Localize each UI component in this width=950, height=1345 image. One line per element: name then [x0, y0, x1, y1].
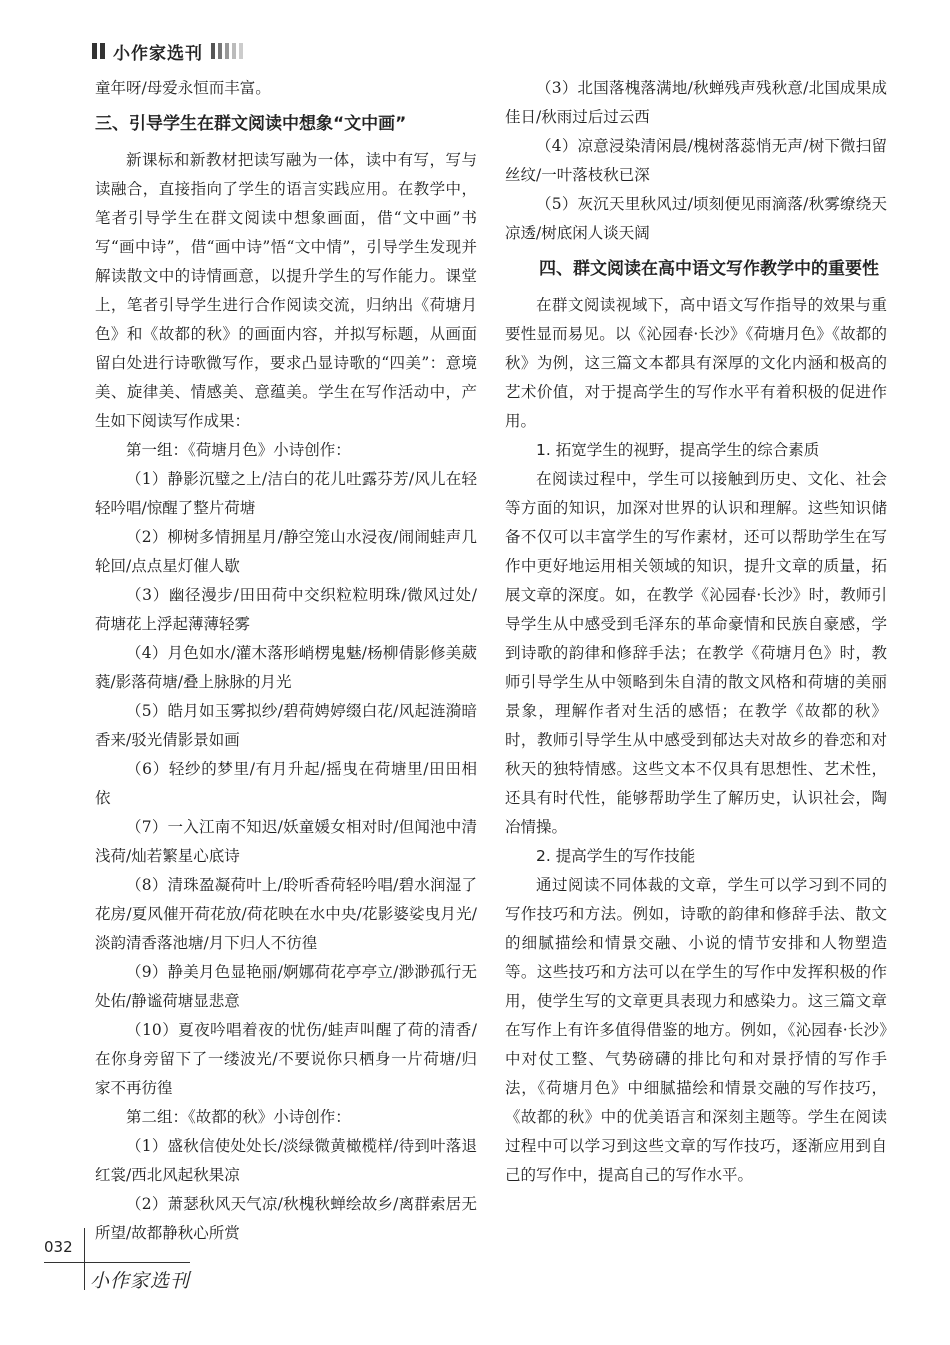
poem-item: （8）清珠盈凝荷叶上/聆听香荷轻吟唱/碧水润湿了花房/夏风催开荷花放/荷花映在水中央/花影婆娑曳月光/淡韵清香落池塘/月下归人不彷徨	[95, 876, 477, 952]
poem-item: （4）月色如水/灌木落形峭楞鬼魅/杨柳倩影修美葳蕤/影落荷塘/叠上脉脉的月光	[95, 644, 477, 691]
poem-item: （10）夏夜吟唱着夜的忧伤/蛙声叫醒了荷的清香/在你身旁留下了一缕波光/不要说你只栖身一片荷塘/归家不再彷徨	[95, 1021, 477, 1097]
paragraph: 通过阅读不同体裁的文章，学生可以学习到不同的写作技巧和方法。例如，诗歌的韵律和修辞手法、散文的细腻描绘和情景交融、小说的情节安排和人物塑造等。这些技巧和方法可以在学生的写作中发挥积极的作用，使学生写的文章更具表现力和感染力。这三篇文章在写作上有许多值得借鉴的地方。例如，《沁园春·长沙》中对仗工整、气势磅礴的排比句和对景抒情的写作手法，《荷塘月色》中细腻描绘和情景交融的写作技巧，《故都的秋》中的优美语言和深刻主题等。学生在阅读过程中可以学习到这些文章的写作技巧，逐渐应用到自己的写作中，提高自己的写作水平。	[505, 876, 887, 1184]
paragraph: 新课标和新教材把读写融为一体，读中有写，写与读融合，直接指向了学生的语言实践应用。在教学中，笔者引导学生在群文阅读中想象画面，借“文中画”书写“画中诗”，借“画中诗”悟“文中情”，引导学生发现并解读散文中的诗情画意，以提升学生的写作能力。课堂上，笔者引导学生进行合作阅读交流，归纳出《荷塘月色》和《故都的秋》的画面内容，并拟写标题，从画面留白处进行诗歌微写作，要求凸显诗歌的“四美”：意境美、旋律美、情感美、意蕴美。学生在写作活动中，产生如下阅读写作成果：	[95, 151, 477, 430]
header-gradient-bars-icon	[211, 43, 243, 59]
subheading-2: 2. 提高学生的写作技能	[536, 847, 696, 865]
poem-item: （4）凉意浸染清闲晨/槐树落蕊悄无声/树下微扫留丝纹/一叶落枝秋已深	[505, 137, 887, 184]
poem-item: （1）盛秋信使处处长/淡绿微黄橄榄样/待到叶落退红裳/西北风起秋果凉	[95, 1137, 477, 1184]
poem-item: （3）北国落槐落满地/秋蝉残声残秋意/北国成果成佳日/秋雨过后过云西	[505, 79, 887, 126]
running-header	[92, 38, 243, 64]
footer-divider-horizontal	[44, 1262, 190, 1263]
poem-item: （5）皓月如玉雾拟纱/碧荷娉婷缀白花/风起涟漪暗香来/驳光倩影景如画	[95, 702, 477, 749]
subheading-1: 1. 拓宽学生的视野，提高学生的综合素质	[536, 441, 820, 459]
section-heading-4: 四、群文阅读在高中语文写作教学中的重要性	[539, 259, 879, 279]
poem-item: （6）轻纱的梦里/有月升起/摇曳在荷塘里/田田相依	[95, 760, 477, 807]
header-bars-icon	[92, 43, 105, 59]
poem-item: （7）一入江南不知迟/妖童媛女相对时/但闻池中清浅荷/灿若繁星心底诗	[95, 818, 477, 865]
page-number: 032	[44, 1238, 73, 1256]
poem-item: （2）柳树多情拥星月/静空笼山水浸夜/闹闹蛙声几轮回/点点星灯催人歇	[95, 528, 477, 575]
paragraph: 在群文阅读视域下，高中语文写作指导的效果与重要性显而易见。以《沁园春·长沙》《荷塘月色》《故都的秋》为例，这三篇文本都具有深厚的文化内涵和极高的艺术价值，对于提高学生的写作水平有着积极的促进作用。	[505, 296, 887, 430]
journal-title: 小作家选刊	[113, 43, 203, 64]
poem-item: （3）幽径漫步/田田荷中交织粒粒明珠/微风过处/荷塘花上浮起薄薄轻雾	[95, 586, 477, 633]
left-column	[95, 74, 477, 1248]
group-heading-1: 第一组：《荷塘月色》小诗创作：	[126, 441, 351, 459]
poem-item: （5）灰沉天里秋风过/顷刻便见雨滴落/秋雾缭绕天凉透/树底闲人谈天阔	[505, 195, 887, 242]
poem-item: （9）静美月色显艳丽/婀娜荷花亭亭立/渺渺孤行无处佑/静谧荷塘显悲意	[95, 963, 477, 1010]
poem-item: （2）萧瑟秋风天气凉/秋槐秋蝉绘故乡/离群索居无所望/故都静秋心所赏	[95, 1195, 477, 1242]
poem-item: （1）静影沉璧之上/洁白的花儿吐露芬芳/风儿在轻轻吟唱/惊醒了整片荷塘	[95, 470, 477, 517]
section-heading-3: 三、引导学生在群文阅读中想象“文中画”	[95, 114, 407, 134]
paragraph: 在阅读过程中，学生可以接触到历史、文化、社会等方面的知识，加深对世界的认识和理解。这些知识储备不仅可以丰富学生的写作素材，还可以帮助学生在写作中更好地运用相关领域的知识，提升文章的质量，拓展文章的深度。如，在教学《沁园春·长沙》时，教师引导学生从中感受到毛泽东的革命豪情和民族自豪感，学到诗歌的韵律和修辞手法；在教学《荷塘月色》时，教师引导学生从中领略到朱自清的散文风格和荷塘的美丽景象，理解作者对生活的感悟；在教学《故都的秋》时，教师引导学生从中感受到郁达夫对故乡的眷恋和对秋天的独特情感。这些文本不仅具有思想性、艺术性，还具有时代性，能够帮助学生了解历史，认识社会，陶冶情操。	[505, 470, 887, 836]
group-heading-2: 第二组：《故都的秋》小诗创作：	[126, 1108, 351, 1126]
right-column	[505, 74, 887, 1190]
footer-divider-vertical	[84, 1228, 85, 1290]
footer-logo: 小作家选刊	[90, 1270, 191, 1292]
intro-line: 童年呀/母爱永恒而丰富。	[95, 79, 271, 97]
